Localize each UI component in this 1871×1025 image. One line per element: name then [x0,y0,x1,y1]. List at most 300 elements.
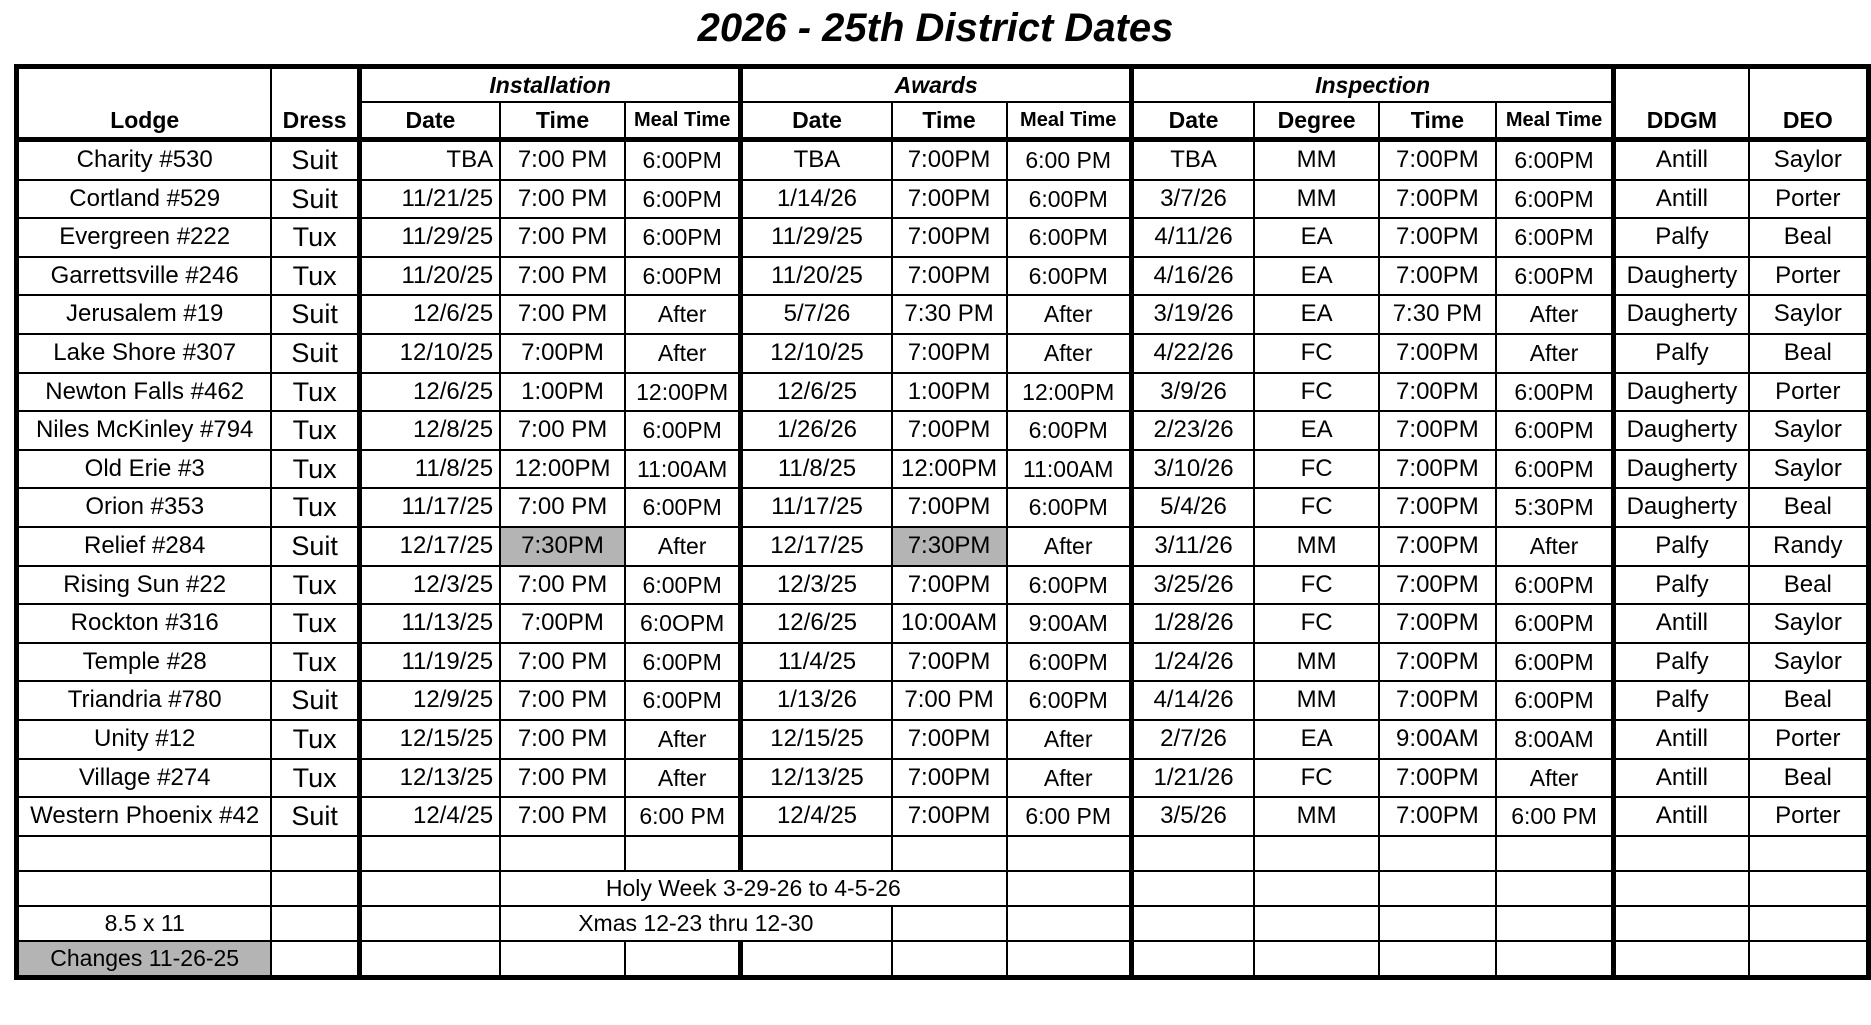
inspection-time-header: Time [1379,102,1496,140]
inspection-date-cell: 2/23/26 [1131,411,1254,450]
table-row [17,218,1869,257]
awards-time-cell: 7:00PM [892,488,1007,527]
awards-meal-cell: 6:00PM [1007,643,1132,682]
inspection-degree-header: Degree [1254,102,1379,140]
dress-cell: Suit [271,180,359,219]
awards-time-cell: 7:00PM [892,140,1007,180]
lodge-cell: Lake Shore #307 [17,334,272,373]
empty-cell [892,941,1007,978]
awards-meal-cell: 6:00 PM [1007,140,1132,180]
inspection-degree-cell: MM [1254,140,1379,180]
inspection-degree-cell: MM [1254,643,1379,682]
awards-meal-cell: 6:00PM [1007,257,1132,296]
inspection-degree-cell: EA [1254,218,1379,257]
awards-time-cell: 7:00PM [892,566,1007,605]
installation-meal-cell: After [625,759,741,798]
empty-cell [1007,941,1132,978]
inspection-group-header: Inspection [1131,67,1613,103]
inspection-meal-cell: After [1496,759,1614,798]
table-row [17,527,1869,566]
empty-cell [892,836,1007,871]
dress-cell: Tux [271,488,359,527]
awards-meal-cell: After [1007,295,1132,334]
dress-cell: Tux [271,604,359,643]
installation-meal-cell: After [625,527,741,566]
inspection-date-cell: 3/10/26 [1131,450,1254,489]
installation-meal-cell: 6:00PM [625,411,741,450]
empty-cell [1749,836,1869,871]
installation-time-cell: 7:00 PM [500,218,625,257]
ddgm-header-top [1614,67,1749,103]
inspection-degree-cell: EA [1254,411,1379,450]
table-row [17,488,1869,527]
empty-cell [17,871,272,906]
ddgm-cell: Palfy [1614,218,1749,257]
empty-cell [500,941,625,978]
installation-date-header: Date [359,102,500,140]
ddgm-cell: Antill [1614,140,1749,180]
awards-date-cell: 1/14/26 [741,180,892,219]
inspection-time-cell: 7:00PM [1379,218,1496,257]
installation-date-cell: 11/17/25 [359,488,500,527]
empty-cell [1496,906,1614,941]
awards-time-cell: 7:00PM [892,411,1007,450]
lodge-cell: Jerusalem #19 [17,295,272,334]
ddgm-cell: Daugherty [1614,450,1749,489]
awards-meal-cell: 6:00PM [1007,218,1132,257]
awards-time-cell: 7:00PM [892,218,1007,257]
lodge-cell: Cortland #529 [17,180,272,219]
lodge-cell: Orion #353 [17,488,272,527]
awards-date-cell: 12/4/25 [741,797,892,836]
inspection-time-cell: 7:00PM [1379,759,1496,798]
dress-cell: Suit [271,140,359,180]
awards-meal-cell: 6:00PM [1007,488,1132,527]
group-header-row [17,67,1869,103]
inspection-time-cell: 7:00PM [1379,373,1496,412]
inspection-date-cell: TBA [1131,140,1254,180]
ddgm-cell: Daugherty [1614,295,1749,334]
empty-cell [271,836,359,871]
table-row [17,140,1869,180]
inspection-degree-cell: MM [1254,681,1379,720]
installation-date-cell: 11/13/25 [359,604,500,643]
inspection-meal-cell: 6:00PM [1496,411,1614,450]
awards-date-cell: 11/29/25 [741,218,892,257]
lodge-cell: Charity #530 [17,140,272,180]
empty-cell [1254,871,1379,906]
inspection-meal-cell: 8:00AM [1496,720,1614,759]
inspection-date-cell: 3/9/26 [1131,373,1254,412]
awards-meal-cell: After [1007,527,1132,566]
inspection-date-cell: 4/14/26 [1131,681,1254,720]
empty-cell [1254,906,1379,941]
awards-date-cell: 1/26/26 [741,411,892,450]
deo-cell: Porter [1749,180,1869,219]
deo-cell: Saylor [1749,295,1869,334]
table-row [17,373,1869,412]
empty-cell [1379,836,1496,871]
dress-cell: Suit [271,681,359,720]
changes-row [17,941,1869,978]
inspection-meal-cell: After [1496,295,1614,334]
awards-meal-cell: 6:00PM [1007,180,1132,219]
column-header-row [17,102,1869,140]
inspection-degree-cell: EA [1254,295,1379,334]
ddgm-cell: Palfy [1614,334,1749,373]
inspection-time-cell: 7:30 PM [1379,295,1496,334]
awards-date-cell: 12/17/25 [741,527,892,566]
deo-cell: Saylor [1749,643,1869,682]
installation-date-cell: TBA [359,140,500,180]
awards-time-header: Time [892,102,1007,140]
paper-size-note: 8.5 x 11 [17,906,272,941]
empty-cell [1614,836,1749,871]
installation-date-cell: 11/8/25 [359,450,500,489]
table-row [17,604,1869,643]
inspection-meal-header: Meal Time [1496,102,1614,140]
empty-cell [1496,836,1614,871]
dress-cell: Suit [271,295,359,334]
awards-meal-cell: 6:00PM [1007,566,1132,605]
installation-date-cell: 12/4/25 [359,797,500,836]
empty-cell [271,871,359,906]
dress-cell: Tux [271,373,359,412]
inspection-time-cell: 7:00PM [1379,566,1496,605]
deo-header-top [1749,67,1869,103]
installation-meal-cell: 6:00PM [625,681,741,720]
deo-cell: Beal [1749,334,1869,373]
ddgm-cell: Antill [1614,720,1749,759]
inspection-degree-cell: FC [1254,450,1379,489]
lodge-cell: Newton Falls #462 [17,373,272,412]
installation-meal-cell: After [625,720,741,759]
inspection-date-cell: 3/5/26 [1131,797,1254,836]
installation-meal-cell: 6:00PM [625,257,741,296]
installation-time-cell: 7:00 PM [500,488,625,527]
empty-cell [1614,941,1749,978]
dress-cell: Tux [271,257,359,296]
awards-meal-cell: After [1007,759,1132,798]
table-row [17,681,1869,720]
empty-cell [1131,906,1254,941]
inspection-meal-cell: 6:00PM [1496,218,1614,257]
empty-cell [271,906,359,941]
installation-meal-cell: After [625,295,741,334]
dress-cell: Tux [271,218,359,257]
table-row [17,797,1869,836]
installation-time-cell: 1:00PM [500,373,625,412]
empty-cell [741,941,892,978]
awards-time-cell: 7:00PM [892,797,1007,836]
table-row [17,566,1869,605]
table-row [17,450,1869,489]
inspection-date-cell: 3/25/26 [1131,566,1254,605]
awards-meal-cell: 11:00AM [1007,450,1132,489]
empty-cell [892,906,1007,941]
inspection-meal-cell: 6:00PM [1496,257,1614,296]
inspection-time-cell: 7:00PM [1379,334,1496,373]
awards-time-cell: 7:30PM [892,527,1007,566]
inspection-date-cell: 4/11/26 [1131,218,1254,257]
ddgm-column-header: DDGM [1614,102,1749,140]
empty-cell [271,941,359,978]
inspection-meal-cell: 6:00PM [1496,566,1614,605]
inspection-degree-cell: FC [1254,566,1379,605]
awards-date-cell: 11/20/25 [741,257,892,296]
empty-cell [359,836,500,871]
installation-date-cell: 11/29/25 [359,218,500,257]
ddgm-cell: Daugherty [1614,257,1749,296]
lodge-cell: Niles McKinley #794 [17,411,272,450]
installation-meal-cell: 6:00PM [625,643,741,682]
installation-time-cell: 7:00 PM [500,411,625,450]
installation-meal-cell: 6:00PM [625,180,741,219]
lodge-cell: Garrettsville #246 [17,257,272,296]
lodge-column-header: Lodge [17,102,272,140]
holy-week-note: Holy Week 3-29-26 to 4-5-26 [500,871,1006,906]
installation-date-cell: 11/20/25 [359,257,500,296]
deo-cell: Porter [1749,720,1869,759]
awards-date-cell: 12/13/25 [741,759,892,798]
empty-cell [1131,836,1254,871]
blank-row [17,836,1869,871]
ddgm-cell: Palfy [1614,527,1749,566]
inspection-meal-cell: After [1496,527,1614,566]
dress-cell: Tux [271,411,359,450]
inspection-time-cell: 7:00PM [1379,643,1496,682]
inspection-degree-cell: FC [1254,373,1379,412]
dress-cell: Suit [271,334,359,373]
inspection-date-header: Date [1131,102,1254,140]
ddgm-cell: Palfy [1614,681,1749,720]
awards-date-cell: 1/13/26 [741,681,892,720]
table-row [17,759,1869,798]
inspection-degree-cell: FC [1254,759,1379,798]
awards-meal-cell: 6:00PM [1007,411,1132,450]
awards-date-cell: 11/17/25 [741,488,892,527]
installation-date-cell: 12/6/25 [359,295,500,334]
empty-cell [1254,941,1379,978]
empty-cell [1007,836,1132,871]
installation-time-cell: 7:00 PM [500,681,625,720]
empty-cell [1749,941,1869,978]
inspection-meal-cell: 6:00PM [1496,373,1614,412]
installation-time-cell: 7:00PM [500,334,625,373]
lodge-cell: Triandria #780 [17,681,272,720]
empty-cell [1007,871,1132,906]
table-row [17,720,1869,759]
inspection-date-cell: 1/28/26 [1131,604,1254,643]
inspection-time-cell: 7:00PM [1379,797,1496,836]
awards-date-cell: 5/7/26 [741,295,892,334]
inspection-degree-cell: FC [1254,334,1379,373]
lodge-cell: Rising Sun #22 [17,566,272,605]
installation-meal-cell: 6:0OPM [625,604,741,643]
inspection-date-cell: 5/4/26 [1131,488,1254,527]
awards-time-cell: 1:00PM [892,373,1007,412]
awards-date-cell: 12/6/25 [741,604,892,643]
inspection-degree-cell: MM [1254,527,1379,566]
awards-date-cell: 11/4/25 [741,643,892,682]
inspection-degree-cell: EA [1254,720,1379,759]
installation-meal-cell: 6:00 PM [625,797,741,836]
deo-cell: Saylor [1749,604,1869,643]
inspection-meal-cell: After [1496,334,1614,373]
installation-meal-cell: 6:00PM [625,218,741,257]
dress-cell: Tux [271,450,359,489]
awards-time-cell: 7:30 PM [892,295,1007,334]
awards-meal-cell: 9:00AM [1007,604,1132,643]
installation-time-cell: 7:00 PM [500,566,625,605]
inspection-date-cell: 4/16/26 [1131,257,1254,296]
inspection-time-cell: 7:00PM [1379,527,1496,566]
inspection-degree-cell: MM [1254,797,1379,836]
lodge-cell: Western Phoenix #42 [17,797,272,836]
dress-cell: Tux [271,759,359,798]
ddgm-cell: Palfy [1614,566,1749,605]
empty-cell [1131,941,1254,978]
installation-date-cell: 11/19/25 [359,643,500,682]
empty-cell [500,836,625,871]
inspection-time-cell: 7:00PM [1379,257,1496,296]
inspection-date-cell: 1/21/26 [1131,759,1254,798]
installation-time-cell: 7:00 PM [500,643,625,682]
inspection-meal-cell: 6:00PM [1496,643,1614,682]
deo-cell: Saylor [1749,411,1869,450]
inspection-date-cell: 3/7/26 [1131,180,1254,219]
deo-cell: Porter [1749,257,1869,296]
installation-time-cell: 7:00 PM [500,140,625,180]
table-row [17,257,1869,296]
inspection-meal-cell: 6:00PM [1496,450,1614,489]
page-title: 2026 - 25th District Dates [697,6,1174,50]
deo-cell: Randy [1749,527,1869,566]
empty-cell [1131,871,1254,906]
lodge-header-top [17,67,272,103]
xmas-row [17,906,1869,941]
inspection-date-cell: 1/24/26 [1131,643,1254,682]
table-row [17,334,1869,373]
awards-meal-cell: 6:00 PM [1007,797,1132,836]
inspection-meal-cell: 5:30PM [1496,488,1614,527]
empty-cell [1749,871,1869,906]
inspection-date-cell: 2/7/26 [1131,720,1254,759]
awards-time-cell: 7:00PM [892,643,1007,682]
dress-cell: Suit [271,797,359,836]
empty-cell [359,906,500,941]
dress-column-header: Dress [271,102,359,140]
holy-week-row [17,871,1869,906]
awards-date-cell: 11/8/25 [741,450,892,489]
table-row [17,180,1869,219]
awards-time-cell: 7:00PM [892,759,1007,798]
changes-note: Changes 11-26-25 [17,941,272,978]
installation-date-cell: 12/8/25 [359,411,500,450]
inspection-time-cell: 7:00PM [1379,681,1496,720]
ddgm-cell: Antill [1614,759,1749,798]
awards-date-cell: 12/15/25 [741,720,892,759]
awards-date-cell: 12/3/25 [741,566,892,605]
inspection-time-cell: 7:00PM [1379,450,1496,489]
installation-time-cell: 7:30PM [500,527,625,566]
installation-time-header: Time [500,102,625,140]
empty-cell [625,941,741,978]
lodge-cell: Temple #28 [17,643,272,682]
deo-cell: Porter [1749,373,1869,412]
empty-cell [1749,906,1869,941]
installation-date-cell: 12/10/25 [359,334,500,373]
installation-meal-cell: 12:00PM [625,373,741,412]
awards-time-cell: 10:00AM [892,604,1007,643]
installation-time-cell: 7:00 PM [500,295,625,334]
awards-time-cell: 12:00PM [892,450,1007,489]
installation-date-cell: 12/13/25 [359,759,500,798]
awards-date-header: Date [741,102,892,140]
dress-cell: Tux [271,643,359,682]
deo-cell: Beal [1749,566,1869,605]
empty-cell [1496,941,1614,978]
installation-date-cell: 12/15/25 [359,720,500,759]
empty-cell [1379,906,1496,941]
awards-group-header: Awards [741,67,1132,103]
inspection-time-cell: 7:00PM [1379,180,1496,219]
empty-cell [1614,906,1749,941]
awards-time-cell: 7:00PM [892,334,1007,373]
installation-meal-cell: After [625,334,741,373]
awards-date-cell: 12/6/25 [741,373,892,412]
table-row [17,411,1869,450]
ddgm-cell: Antill [1614,797,1749,836]
installation-time-cell: 12:00PM [500,450,625,489]
inspection-time-cell: 7:00PM [1379,411,1496,450]
installation-time-cell: 7:00 PM [500,257,625,296]
empty-cell [1379,941,1496,978]
empty-cell [741,836,892,871]
deo-cell: Beal [1749,759,1869,798]
dress-header-top [271,67,359,103]
lodge-cell: Relief #284 [17,527,272,566]
awards-time-cell: 7:00PM [892,257,1007,296]
ddgm-cell: Daugherty [1614,488,1749,527]
awards-meal-header: Meal Time [1007,102,1132,140]
lodge-cell: Unity #12 [17,720,272,759]
installation-meal-cell: 6:00PM [625,140,741,180]
inspection-degree-cell: FC [1254,604,1379,643]
installation-date-cell: 11/21/25 [359,180,500,219]
empty-cell [1007,906,1132,941]
ddgm-cell: Antill [1614,180,1749,219]
ddgm-cell: Daugherty [1614,373,1749,412]
installation-meal-cell: 11:00AM [625,450,741,489]
inspection-time-cell: 7:00PM [1379,140,1496,180]
installation-time-cell: 7:00 PM [500,759,625,798]
lodge-cell: Evergreen #222 [17,218,272,257]
deo-cell: Beal [1749,681,1869,720]
inspection-meal-cell: 6:00PM [1496,681,1614,720]
empty-cell [359,871,500,906]
awards-meal-cell: After [1007,720,1132,759]
installation-group-header: Installation [359,67,741,103]
empty-cell [17,836,272,871]
installation-time-cell: 7:00 PM [500,180,625,219]
installation-date-cell: 12/6/25 [359,373,500,412]
inspection-date-cell: 3/11/26 [1131,527,1254,566]
installation-date-cell: 12/9/25 [359,681,500,720]
lodge-cell: Rockton #316 [17,604,272,643]
inspection-time-cell: 9:00AM [1379,720,1496,759]
deo-cell: Porter [1749,797,1869,836]
